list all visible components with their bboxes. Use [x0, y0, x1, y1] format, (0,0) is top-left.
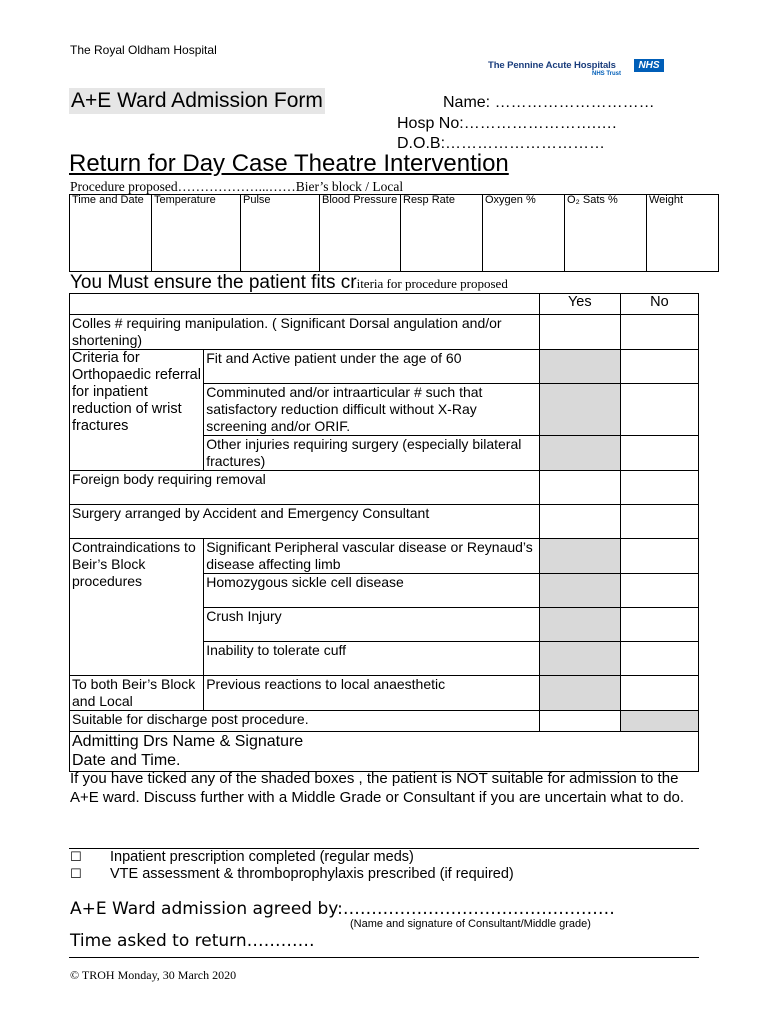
yes-cell-shaded[interactable] [539, 539, 620, 574]
yes-cell-shaded[interactable] [539, 436, 620, 471]
patient-name-field[interactable]: Name: ………………………… [443, 94, 655, 111]
no-cell[interactable] [620, 505, 698, 539]
obs-col-time-date[interactable]: Time and Date [70, 195, 152, 272]
form-title: A+E Ward Admission Form [71, 89, 323, 112]
criteria-vascular: Significant Peripheral vascular disease or Reynaud’s disease affecting limb [204, 539, 540, 574]
nhs-trust-logo [488, 58, 668, 80]
ortho-group-label: Criteria for Orthopaedic referral for inpatient reduction of wrist fractures [70, 350, 204, 471]
criteria-other-injuries: Other injuries requiring surgery (especially bilateral fractures) [204, 436, 540, 471]
criteria-foreign-body: Foreign body requiring removal [70, 471, 540, 505]
obs-col-temperature[interactable]: Temperature [152, 195, 241, 272]
yes-header: Yes [539, 294, 620, 315]
checklist-item-vte[interactable] [70, 866, 514, 882]
obs-col-resp-rate[interactable]: Resp Rate [401, 195, 483, 272]
yes-cell-shaded[interactable] [539, 608, 620, 642]
nhs-trust-label: NHS Trust [592, 71, 622, 77]
yes-cell-shaded[interactable] [539, 676, 620, 711]
yes-cell-shaded[interactable] [539, 350, 620, 384]
checklist-label: Inpatient prescription completed (regular meds) [110, 849, 414, 865]
criteria-local-reaction: Previous reactions to local anaesthetic [204, 676, 540, 711]
criteria-heading [70, 272, 508, 294]
criteria-crush-injury: Crush Injury [204, 608, 540, 642]
no-cell[interactable] [620, 384, 698, 436]
dob-field[interactable]: D.O.B:………………………… [397, 135, 606, 152]
criteria-comminuted: Comminuted and/or intraarticular # such that satisfactory reduction difficult without X-Ray screening and/or ORIF. [204, 384, 540, 436]
criteria-sickle-cell: Homozygous sickle cell disease [204, 574, 540, 608]
admitting-date-label: Date and Time. [72, 752, 181, 769]
no-cell[interactable] [620, 315, 698, 350]
criteria-colles: Colles # requiring manipulation. ( Significant Dorsal angulation and/or shortening) [70, 315, 540, 350]
no-cell[interactable] [620, 539, 698, 574]
yes-cell-shaded[interactable] [539, 574, 620, 608]
contra-group-label: Contraindications to Beir’s Block procedures [70, 539, 204, 676]
no-cell[interactable] [620, 642, 698, 676]
divider [69, 957, 699, 958]
obs-col-pulse[interactable]: Pulse [241, 195, 320, 272]
main-heading: Return for Day Case Theatre Intervention [69, 150, 509, 177]
no-cell[interactable] [620, 608, 698, 642]
criteria-heading-small: iteria for procedure proposed [356, 276, 508, 291]
no-cell[interactable] [620, 471, 698, 505]
hospital-name: The Royal Oldham Hospital [70, 43, 217, 57]
no-cell[interactable] [620, 436, 698, 471]
no-cell[interactable] [620, 676, 698, 711]
checklist-label: VTE assessment & thromboprophylaxis prescribed (if required) [110, 866, 514, 882]
no-cell-shaded[interactable] [620, 711, 698, 732]
yes-cell-shaded[interactable] [539, 642, 620, 676]
checkbox-icon[interactable]: ☐ [70, 850, 82, 865]
obs-col-oxygen[interactable]: Oxygen % [483, 195, 565, 272]
hospital-number-field[interactable]: Hosp No:…………………….…. [397, 115, 617, 132]
criteria-discharge: Suitable for discharge post procedure. [70, 711, 540, 732]
time-asked-field[interactable]: Time asked to return………… [70, 931, 315, 951]
criteria-surgery-arranged: Surgery arranged by Accident and Emergency Consultant [70, 505, 540, 539]
checklist-item-prescription[interactable] [70, 849, 414, 865]
admission-agreed-field[interactable]: A+E Ward admission agreed by:………………………………………… [70, 899, 615, 919]
criteria-tolerate-cuff: Inability to tolerate cuff [204, 642, 540, 676]
obs-col-weight[interactable]: Weight [647, 195, 719, 272]
observations-table [69, 194, 719, 272]
criteria-fit-active: Fit and Active patient under the age of 60 [204, 350, 540, 384]
both-group-label: To both Beir’s Block and Local [70, 676, 204, 711]
obs-col-o2-sats[interactable]: O₂ Sats % [565, 195, 647, 272]
criteria-table [69, 293, 699, 772]
nhs-badge: NHS [634, 59, 664, 72]
yes-cell-shaded[interactable] [539, 384, 620, 436]
checkbox-icon[interactable]: ☐ [70, 867, 82, 882]
criteria-heading-large: You Must ensure the patient fits cr [70, 272, 357, 293]
procedure-proposed-field[interactable]: Procedure proposed………………...……Bier’s block / Local [70, 179, 404, 194]
yes-cell[interactable] [539, 315, 620, 350]
no-header: No [620, 294, 698, 315]
admitting-doctor-field[interactable] [70, 732, 699, 772]
obs-col-blood-pressure[interactable]: Blood Pressure [320, 195, 401, 272]
yes-cell[interactable] [539, 471, 620, 505]
trust-name: The Pennine Acute Hospitals [488, 60, 616, 71]
warning-text: If you have ticked any of the shaded boxes , the patient is NOT suitable for admission to the A+E ward. Discuss further with a Middle Grade or Consultant if you are uncertain what to do. [70, 770, 685, 806]
no-cell[interactable] [620, 574, 698, 608]
agreed-by-caption: (Name and signature of Consultant/Middle grade) [350, 918, 591, 930]
admitting-name-label: Admitting Drs Name & Signature [72, 733, 304, 750]
no-cell[interactable] [620, 350, 698, 384]
yes-cell[interactable] [539, 505, 620, 539]
footer-copyright: © TROH Monday, 30 March 2020 [70, 968, 237, 982]
header-blank-cell [70, 294, 540, 315]
yes-cell[interactable] [539, 711, 620, 732]
